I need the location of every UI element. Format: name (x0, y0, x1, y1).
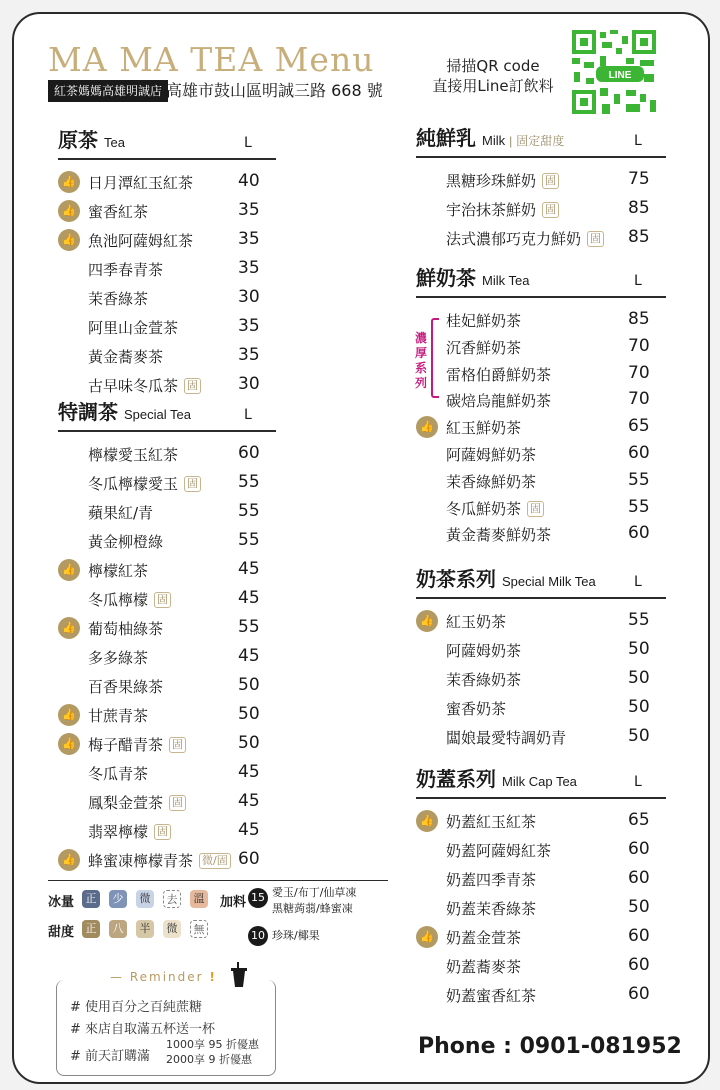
fixed-sweetness-tag: 固 (587, 231, 604, 247)
menu-item-name-text: 茉香綠茶 (88, 290, 149, 308)
menu-item-name-text: 鳳梨金萱茶 (88, 794, 164, 812)
reminder-box (56, 966, 276, 1078)
menu-item[interactable] (416, 981, 666, 1009)
menu-item-name-text: 古早味冬瓜茶 (88, 377, 179, 395)
menu-item[interactable] (58, 643, 276, 671)
thumbs-up-icon: 👍 (58, 617, 80, 639)
menu-item[interactable] (58, 284, 276, 312)
qr-caption-line2: 直接用Line訂飲料 (432, 77, 554, 95)
menu-item[interactable] (416, 607, 666, 635)
menu-item[interactable] (58, 730, 276, 758)
fixed-sweetness-tag: 固 (184, 476, 201, 492)
thumbs-up-icon: 👍 (58, 559, 80, 581)
fixed-sweetness-tag: 微/固 (199, 853, 231, 869)
addon-list-2: 珍珠/椰果 (272, 929, 320, 942)
menu-item[interactable] (58, 168, 276, 196)
menu-item-name (88, 502, 153, 523)
menu-item-name (88, 317, 178, 338)
menu-item[interactable] (58, 342, 276, 370)
menu-item-price: 60 (628, 868, 650, 888)
menu-item-name (446, 727, 566, 748)
menu-item-name-text: 阿里山金萱茶 (88, 319, 179, 337)
section-note: 固定甜度 (516, 134, 565, 148)
section-title-en: Special Tea (124, 407, 191, 422)
menu-item[interactable] (58, 672, 276, 700)
menu-item-price: 65 (628, 416, 650, 437)
addon-price-10: 10 (248, 926, 268, 946)
menu-item-name (88, 560, 148, 581)
menu-item-name (446, 337, 521, 358)
menu-item-name-text: 宇治抹茶鮮奶 (446, 201, 537, 219)
menu-item-name-text: 四季春青茶 (88, 261, 164, 279)
fixed-sweetness-tag: 固 (169, 795, 186, 811)
thick-series-bracket (431, 318, 439, 398)
menu-item-name (446, 811, 536, 832)
menu-item-name-text: 百香果綠茶 (88, 678, 164, 696)
reminder-line-1: # 使用百分之百純蔗糖 (70, 1000, 203, 1015)
qr-code-icon[interactable] (570, 28, 658, 116)
menu-item-price: 45 (238, 791, 260, 811)
menu-item-name (446, 640, 521, 661)
legend-divider (48, 880, 388, 881)
section-title-en: Milk (482, 133, 506, 148)
fixed-sweetness-tag: 固 (184, 378, 201, 394)
menu-item-name-text: 甘蔗青茶 (88, 707, 149, 725)
menu-item-name (446, 471, 536, 492)
menu-item-name (446, 840, 551, 861)
menu-item-name-text: 茉香綠奶茶 (446, 671, 522, 689)
menu-item-name-text: 蜜香紅茶 (88, 203, 149, 221)
menu-item[interactable] (58, 759, 276, 787)
addon-label: 加料 (220, 895, 247, 910)
menu-item[interactable] (58, 469, 276, 497)
menu-item-price: 50 (238, 733, 260, 753)
menu-item-name-text: 黃金蕎麥鮮奶茶 (446, 526, 552, 545)
menu-item-name-text: 紅玉奶茶 (446, 613, 507, 631)
menu-item-price: 70 (628, 335, 650, 356)
section-title-en: Milk Cap Tea (502, 774, 577, 789)
section-title (416, 763, 577, 792)
menu-item-price: 35 (238, 229, 260, 249)
menu-item[interactable] (416, 665, 666, 693)
menu-item-name (446, 524, 551, 545)
addon-list-1a: 愛玉/布丁/仙草凍 (272, 886, 357, 899)
thumbs-up-icon: 👍 (416, 810, 438, 832)
menu-item-price: 85 (628, 198, 650, 218)
menu-item-price: 70 (628, 362, 650, 383)
menu-item-name-text: 阿薩姆鮮奶茶 (446, 446, 537, 464)
menu-item[interactable] (416, 694, 666, 722)
ice-level-chip: 微 (136, 890, 154, 908)
menu-item-name (88, 792, 186, 813)
reminder-line-3: # 前天訂購滿 (70, 1049, 151, 1064)
thumbs-up-icon: 👍 (58, 200, 80, 222)
menu-item-price: 45 (238, 646, 260, 666)
menu-item-name-text: 檸檬紅茶 (88, 562, 149, 580)
menu-item-price: 60 (628, 955, 650, 975)
menu-item-name (88, 821, 171, 842)
menu-item-name (88, 850, 231, 871)
menu-item-name-text: 冬瓜檸檬愛玉 (88, 475, 179, 493)
menu-item-price: 85 (628, 227, 650, 247)
menu-item-price: 30 (238, 374, 260, 394)
menu-item[interactable] (416, 166, 666, 194)
menu-item[interactable] (416, 440, 666, 468)
fixed-sweetness-tag: 固 (542, 173, 559, 189)
ice-level-chip: 少 (109, 890, 127, 908)
fixed-sweetness-tag: 固 (542, 202, 559, 218)
menu-item-name (446, 170, 559, 191)
fixed-sweetness-tag: 固 (154, 592, 171, 608)
menu-item-name-text: 翡翠檸檬 (88, 823, 149, 841)
menu-item-name-text: 梅子醋青茶 (88, 736, 164, 754)
menu-item[interactable] (416, 636, 666, 664)
menu-item-price: 55 (238, 472, 260, 492)
menu-item-price: 55 (238, 617, 260, 637)
fixed-sweetness-tag: 固 (169, 737, 186, 753)
menu-item-price: 50 (628, 697, 650, 717)
menu-item[interactable] (58, 701, 276, 729)
menu-item-price: 45 (238, 762, 260, 782)
size-label: L (244, 407, 252, 423)
ice-level-chip: 正 (82, 890, 100, 908)
sweet-level-chip: 無 (190, 920, 208, 938)
sweet-level-chip: 微 (163, 920, 181, 938)
fixed-sweetness-tag: 固 (527, 501, 544, 517)
menu-item-price: 35 (238, 258, 260, 278)
menu-item[interactable] (416, 467, 666, 495)
menu-item-price: 55 (238, 530, 260, 550)
menu-item-price: 50 (238, 704, 260, 724)
menu-item-name (446, 927, 521, 948)
menu-item-name (446, 228, 604, 249)
thumbs-up-icon: 👍 (58, 171, 80, 193)
menu-item-name (88, 763, 148, 784)
menu-item-price: 60 (628, 984, 650, 1004)
menu-item[interactable] (416, 923, 666, 951)
section-header (416, 258, 666, 298)
menu-item[interactable] (416, 224, 666, 252)
menu-item-price: 65 (628, 810, 650, 830)
menu-item-name-text: 蜜香奶茶 (446, 700, 507, 718)
menu-item-price: 60 (238, 849, 260, 869)
reminder-offer-2: 2000享 9 折優惠 (166, 1053, 252, 1066)
section-title-zh: 奶蓋系列 (416, 767, 496, 791)
store-address: 高雄市鼓山區明誠三路 668 號 (166, 81, 383, 100)
menu-item-name (88, 531, 163, 552)
sweet-level-chip: 八 (109, 920, 127, 938)
sweet-level-chip: 半 (136, 920, 154, 938)
reminder-title: — Reminder ! (104, 970, 223, 984)
section-header (416, 559, 666, 599)
menu-item-price: 45 (238, 820, 260, 840)
menu-item-name-text: 日月潭紅玉紅茶 (88, 174, 194, 192)
menu-item-name (446, 417, 521, 438)
thumbs-up-icon: 👍 (58, 733, 80, 755)
sweet-level-chip: 正 (82, 920, 100, 938)
menu-item-price: 60 (238, 443, 260, 463)
menu-item-name-text: 奶蓋蕎麥茶 (446, 958, 522, 976)
menu-item[interactable] (416, 807, 666, 835)
menu-item[interactable] (58, 498, 276, 526)
menu-item-name-text: 奶蓋金萱茶 (446, 929, 522, 947)
qr-caption-line1: 掃描QR code (446, 57, 540, 75)
menu-item-name-text: 魚池阿薩姆紅茶 (88, 232, 194, 250)
menu-item[interactable] (58, 846, 276, 874)
menu-item-name-text: 冬瓜鮮奶茶 (446, 499, 522, 518)
menu-item-name (88, 346, 163, 367)
thumbs-up-icon: 👍 (58, 849, 80, 871)
menu-item-name (88, 230, 193, 251)
section-title (58, 124, 125, 153)
menu-item-name-text: 黑糖珍珠鮮奶 (446, 172, 537, 190)
menu-item[interactable] (58, 197, 276, 225)
section-title (416, 262, 529, 291)
menu-item-name (88, 172, 193, 193)
thick-series-label: 濃厚系列 (415, 331, 428, 390)
menu-item[interactable] (58, 527, 276, 555)
menu-item-name-text: 闆娘最愛特調奶青 (446, 729, 567, 747)
menu-item-name-text: 法式濃郁巧克力鮮奶 (446, 230, 582, 248)
menu-item-name (88, 618, 163, 639)
thumbs-up-icon: 👍 (58, 704, 80, 726)
menu-item-name-text: 茉香綠鮮奶茶 (446, 472, 537, 491)
ice-level-chip: 去 (163, 890, 181, 908)
menu-item[interactable] (416, 494, 666, 522)
section-title-zh: 原茶 (58, 128, 98, 152)
qr-line-badge: LINE (608, 70, 632, 81)
menu-item-name (446, 364, 551, 385)
menu-item-name-text: 奶蓋蜜香紅茶 (446, 987, 537, 1005)
menu-item-name (88, 288, 148, 309)
menu-item-price: 50 (628, 897, 650, 917)
thumbs-up-icon: 👍 (416, 926, 438, 948)
menu-item-name (88, 473, 201, 494)
menu-item-name-text: 阿薩姆奶茶 (446, 642, 522, 660)
menu-item-name-text: 紅玉鮮奶茶 (446, 419, 522, 438)
menu-item-name (446, 985, 536, 1006)
section-milk (416, 118, 666, 248)
menu-item-price: 60 (628, 839, 650, 859)
thumbs-up-icon: 👍 (58, 229, 80, 251)
menu-item-name-text: 桂妃鮮奶茶 (446, 312, 522, 330)
thumbs-up-icon: 👍 (416, 416, 438, 438)
menu-item-name-text: 奶蓋四季青茶 (446, 871, 537, 889)
menu-item-name (88, 589, 171, 610)
menu-item-price: 60 (628, 926, 650, 946)
section-title-en: Special Milk Tea (502, 574, 596, 589)
menu-item-name (446, 498, 544, 519)
menu-item-price: 45 (238, 559, 260, 579)
menu-item-name (88, 259, 163, 280)
section-title-zh: 純鮮乳 (416, 126, 476, 150)
menu-item-price: 50 (628, 639, 650, 659)
menu-item-price: 50 (238, 675, 260, 695)
menu-item[interactable] (416, 723, 666, 751)
section-title-en: Milk Tea (482, 273, 530, 288)
sweet-label: 甜度 (48, 925, 75, 940)
section-header (58, 120, 276, 160)
menu-item-name (446, 390, 551, 411)
menu-item[interactable] (58, 440, 276, 468)
menu-item[interactable] (58, 226, 276, 254)
menu-item-price: 50 (628, 668, 650, 688)
menu-item-name (446, 611, 506, 632)
addon-list-1b: 黑糖蒟蒻/蜂蜜凍 (272, 902, 353, 915)
menu-item[interactable] (416, 894, 666, 922)
section-header (416, 759, 666, 799)
menu-item-name (446, 898, 536, 919)
section-title (416, 563, 596, 592)
section-title (58, 396, 191, 425)
menu-item-price: 55 (238, 501, 260, 521)
menu-item-name-text: 碳焙烏龍鮮奶茶 (446, 392, 552, 411)
menu-item[interactable] (416, 360, 666, 388)
legend (48, 880, 388, 950)
menu-item-name-text: 沉香鮮奶茶 (446, 338, 522, 357)
ice-level-chip: 溫 (190, 890, 208, 908)
menu-item-name (88, 647, 148, 668)
menu-item[interactable] (416, 520, 666, 548)
menu-item-price: 35 (238, 316, 260, 336)
menu-item[interactable] (416, 865, 666, 893)
menu-item-name (446, 444, 536, 465)
menu-item-name (88, 676, 163, 697)
menu-item-name-text: 冬瓜檸檬 (88, 591, 149, 609)
menu-item-price: 55 (628, 496, 650, 517)
menu-item-name-text: 檸檬愛玉紅茶 (88, 446, 179, 464)
menu-item[interactable] (58, 788, 276, 816)
fixed-sweetness-tag: 固 (154, 824, 171, 840)
menu-item-price: 70 (628, 389, 650, 410)
menu-item-price: 30 (238, 287, 260, 307)
menu-item-name (446, 698, 506, 719)
menu-item-price: 55 (628, 469, 650, 490)
addon-price-15: 15 (248, 888, 268, 908)
section-title (416, 122, 564, 151)
section-title-zh: 奶茶系列 (416, 567, 496, 591)
menu-item-name (446, 310, 521, 331)
menu-item-name-text: 奶蓋茉香綠茶 (446, 900, 537, 918)
menu-item-name-text: 多多綠茶 (88, 649, 149, 667)
menu-item-name-text: 葡萄柚綠茶 (88, 620, 164, 638)
menu-item-name-text: 蘋果紅/青 (88, 504, 154, 522)
menu-item-name (446, 869, 536, 890)
menu-item[interactable] (58, 614, 276, 642)
menu-item-name-text: 奶蓋阿薩姆紅茶 (446, 842, 552, 860)
menu-item-name (88, 705, 148, 726)
menu-item-name-text: 黃金蕎麥茶 (88, 348, 164, 366)
menu-item-name (88, 734, 186, 755)
menu-item-price: 40 (238, 171, 260, 191)
cup-icon (230, 962, 248, 988)
menu-item-price: 75 (628, 169, 650, 189)
menu-item[interactable] (416, 413, 666, 441)
menu-item-price: 45 (238, 588, 260, 608)
menu-item-name (446, 956, 521, 977)
menu-item-name-text: 奶蓋紅玉紅茶 (446, 813, 537, 831)
section-header (58, 392, 276, 432)
menu-item[interactable] (58, 255, 276, 283)
size-label: L (634, 574, 642, 590)
menu-item-price: 60 (628, 523, 650, 544)
store-badge: 紅茶媽媽高雄明誠店 (48, 80, 168, 102)
ice-label: 冰量 (48, 895, 75, 910)
phone-number[interactable]: Phone : 0901-081952 (418, 1034, 682, 1059)
thumbs-up-icon: 👍 (416, 610, 438, 632)
menu-item[interactable] (58, 556, 276, 584)
menu-item-price: 35 (238, 345, 260, 365)
menu-item-price: 35 (238, 200, 260, 220)
menu-item[interactable] (416, 836, 666, 864)
size-label: L (634, 774, 642, 790)
menu-item-price: 50 (628, 726, 650, 746)
size-label: L (244, 135, 252, 151)
brand-title: MA MA TEA Menu (48, 40, 375, 79)
menu-item[interactable] (416, 195, 666, 223)
menu-item[interactable] (416, 386, 666, 414)
size-label: L (634, 273, 642, 289)
menu-item[interactable] (416, 952, 666, 980)
section-title-zh: 鮮奶茶 (416, 266, 476, 290)
menu-item[interactable] (58, 585, 276, 613)
menu-item-name-text: 冬瓜青茶 (88, 765, 149, 783)
section-note-divider: | (509, 134, 513, 148)
section-milk-cap-tea (416, 759, 666, 1005)
menu-item[interactable] (58, 817, 276, 845)
menu-item[interactable] (416, 306, 666, 334)
menu-item-price: 85 (628, 309, 650, 329)
section-title-zh: 特調茶 (58, 400, 118, 424)
menu-item-name-text: 雷格伯爵鮮奶茶 (446, 365, 552, 384)
section-special-tea (58, 392, 276, 870)
menu-item[interactable] (416, 333, 666, 361)
menu-item-name (88, 444, 178, 465)
menu-item-price: 55 (628, 610, 650, 630)
section-special-milk-tea (416, 559, 666, 747)
section-tea (58, 120, 276, 395)
menu-item-name-text: 黃金柳橙綠 (88, 533, 164, 551)
menu-item-name (446, 199, 559, 220)
section-title-en: Tea (104, 135, 125, 150)
menu-item-name-text: 蜂蜜凍檸檬青茶 (88, 852, 194, 870)
menu-item-price: 60 (628, 443, 650, 463)
menu-item[interactable] (58, 313, 276, 341)
reminder-line-2: # 來店自取滿五杯送一杯 (70, 1022, 216, 1037)
reminder-offer-1: 1000享 95 折優惠 (166, 1038, 259, 1051)
menu-item-name (446, 669, 521, 690)
size-label: L (634, 133, 642, 149)
section-header (416, 118, 666, 158)
menu-item-name (88, 201, 148, 222)
qr-caption (418, 56, 568, 96)
